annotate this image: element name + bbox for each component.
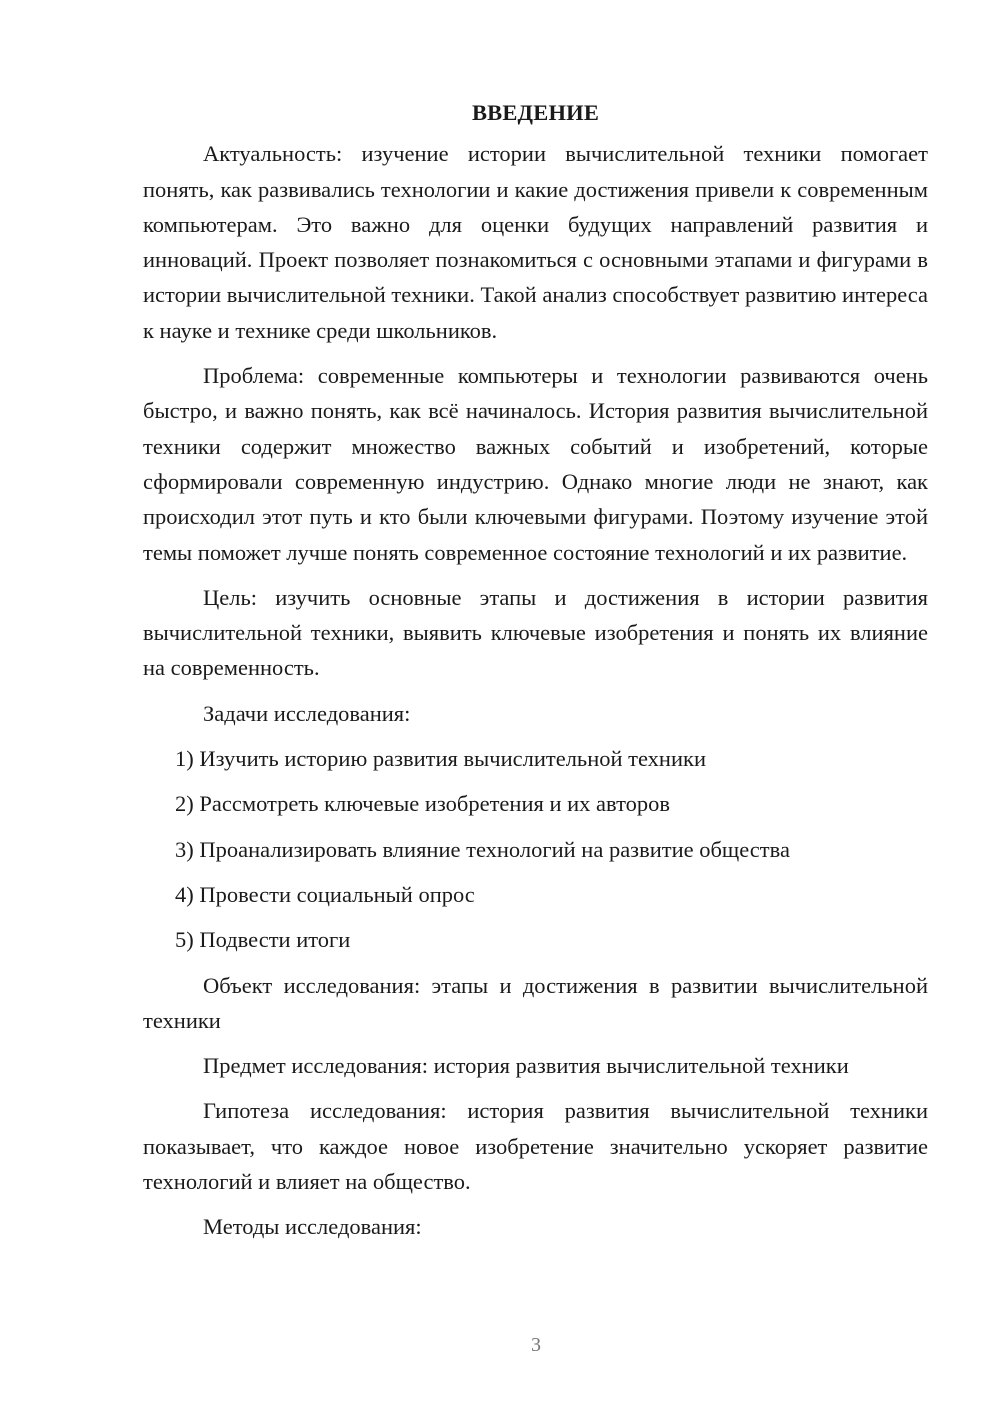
relevance-paragraph: Актуальность: изучение истории вычислительной техники помогает понять, как развивались технологии и какие достижения привели к современным компьютерам. Это важно для оценки будущих направлений развития и инноваций. Проект позволяет познакомиться с основными этапами и фигурами в истории вычислительной техники. Такой анализ способствует развитию интереса к науке и технике среди школьников. (143, 141, 928, 343)
page-title: ВВЕДЕНИЕ (471, 100, 600, 125)
task-item: 2) Рассмотреть ключевые изобретения и их авторов (175, 791, 671, 817)
object-paragraph: Объект исследования: этапы и достижения в развитии вычислительной техники (143, 972, 928, 1033)
tasks-list (143, 741, 928, 957)
hypothesis-paragraph: Гипотеза исследования: история развития вычислительной техники показывает, что каждое новое изобретение значительно ускоряет развитие технологий и влияет на общество. (143, 1098, 928, 1195)
subject-line: Предмет исследования: история развития вычислительной техники (203, 1053, 849, 1079)
task-item: 3) Проанализировать влияние технологий на развитие общества (175, 836, 790, 862)
task-item: 1) Изучить историю развития вычислительной техники (175, 746, 706, 772)
task-item: 4) Провести социальный опрос (175, 881, 475, 907)
tasks-heading: Задачи исследования: (203, 700, 411, 726)
document-page (143, 95, 928, 1255)
task-item: 5) Подвести итоги (175, 927, 351, 953)
problem-paragraph: Проблема: современные компьютеры и технологии развиваются очень быстро, и важно понять, как всё начиналось. История развития вычислительной техники содержит множество важных событий и изобретений, которые сформировали современную индустрию. Однако многие люди не знают, как происходил этот путь и кто были ключевыми фигурами. Поэтому изучение этой темы поможет лучше понять современное состояние технологий и их развитие. (143, 363, 928, 565)
goal-paragraph: Цель: изучить основные этапы и достижения в истории развития вычислительной техники, выявить ключевые изобретения и понять их влияние на современность. (143, 584, 928, 681)
page-number: 3 (531, 1334, 541, 1356)
methods-heading: Методы исследования: (203, 1214, 422, 1240)
